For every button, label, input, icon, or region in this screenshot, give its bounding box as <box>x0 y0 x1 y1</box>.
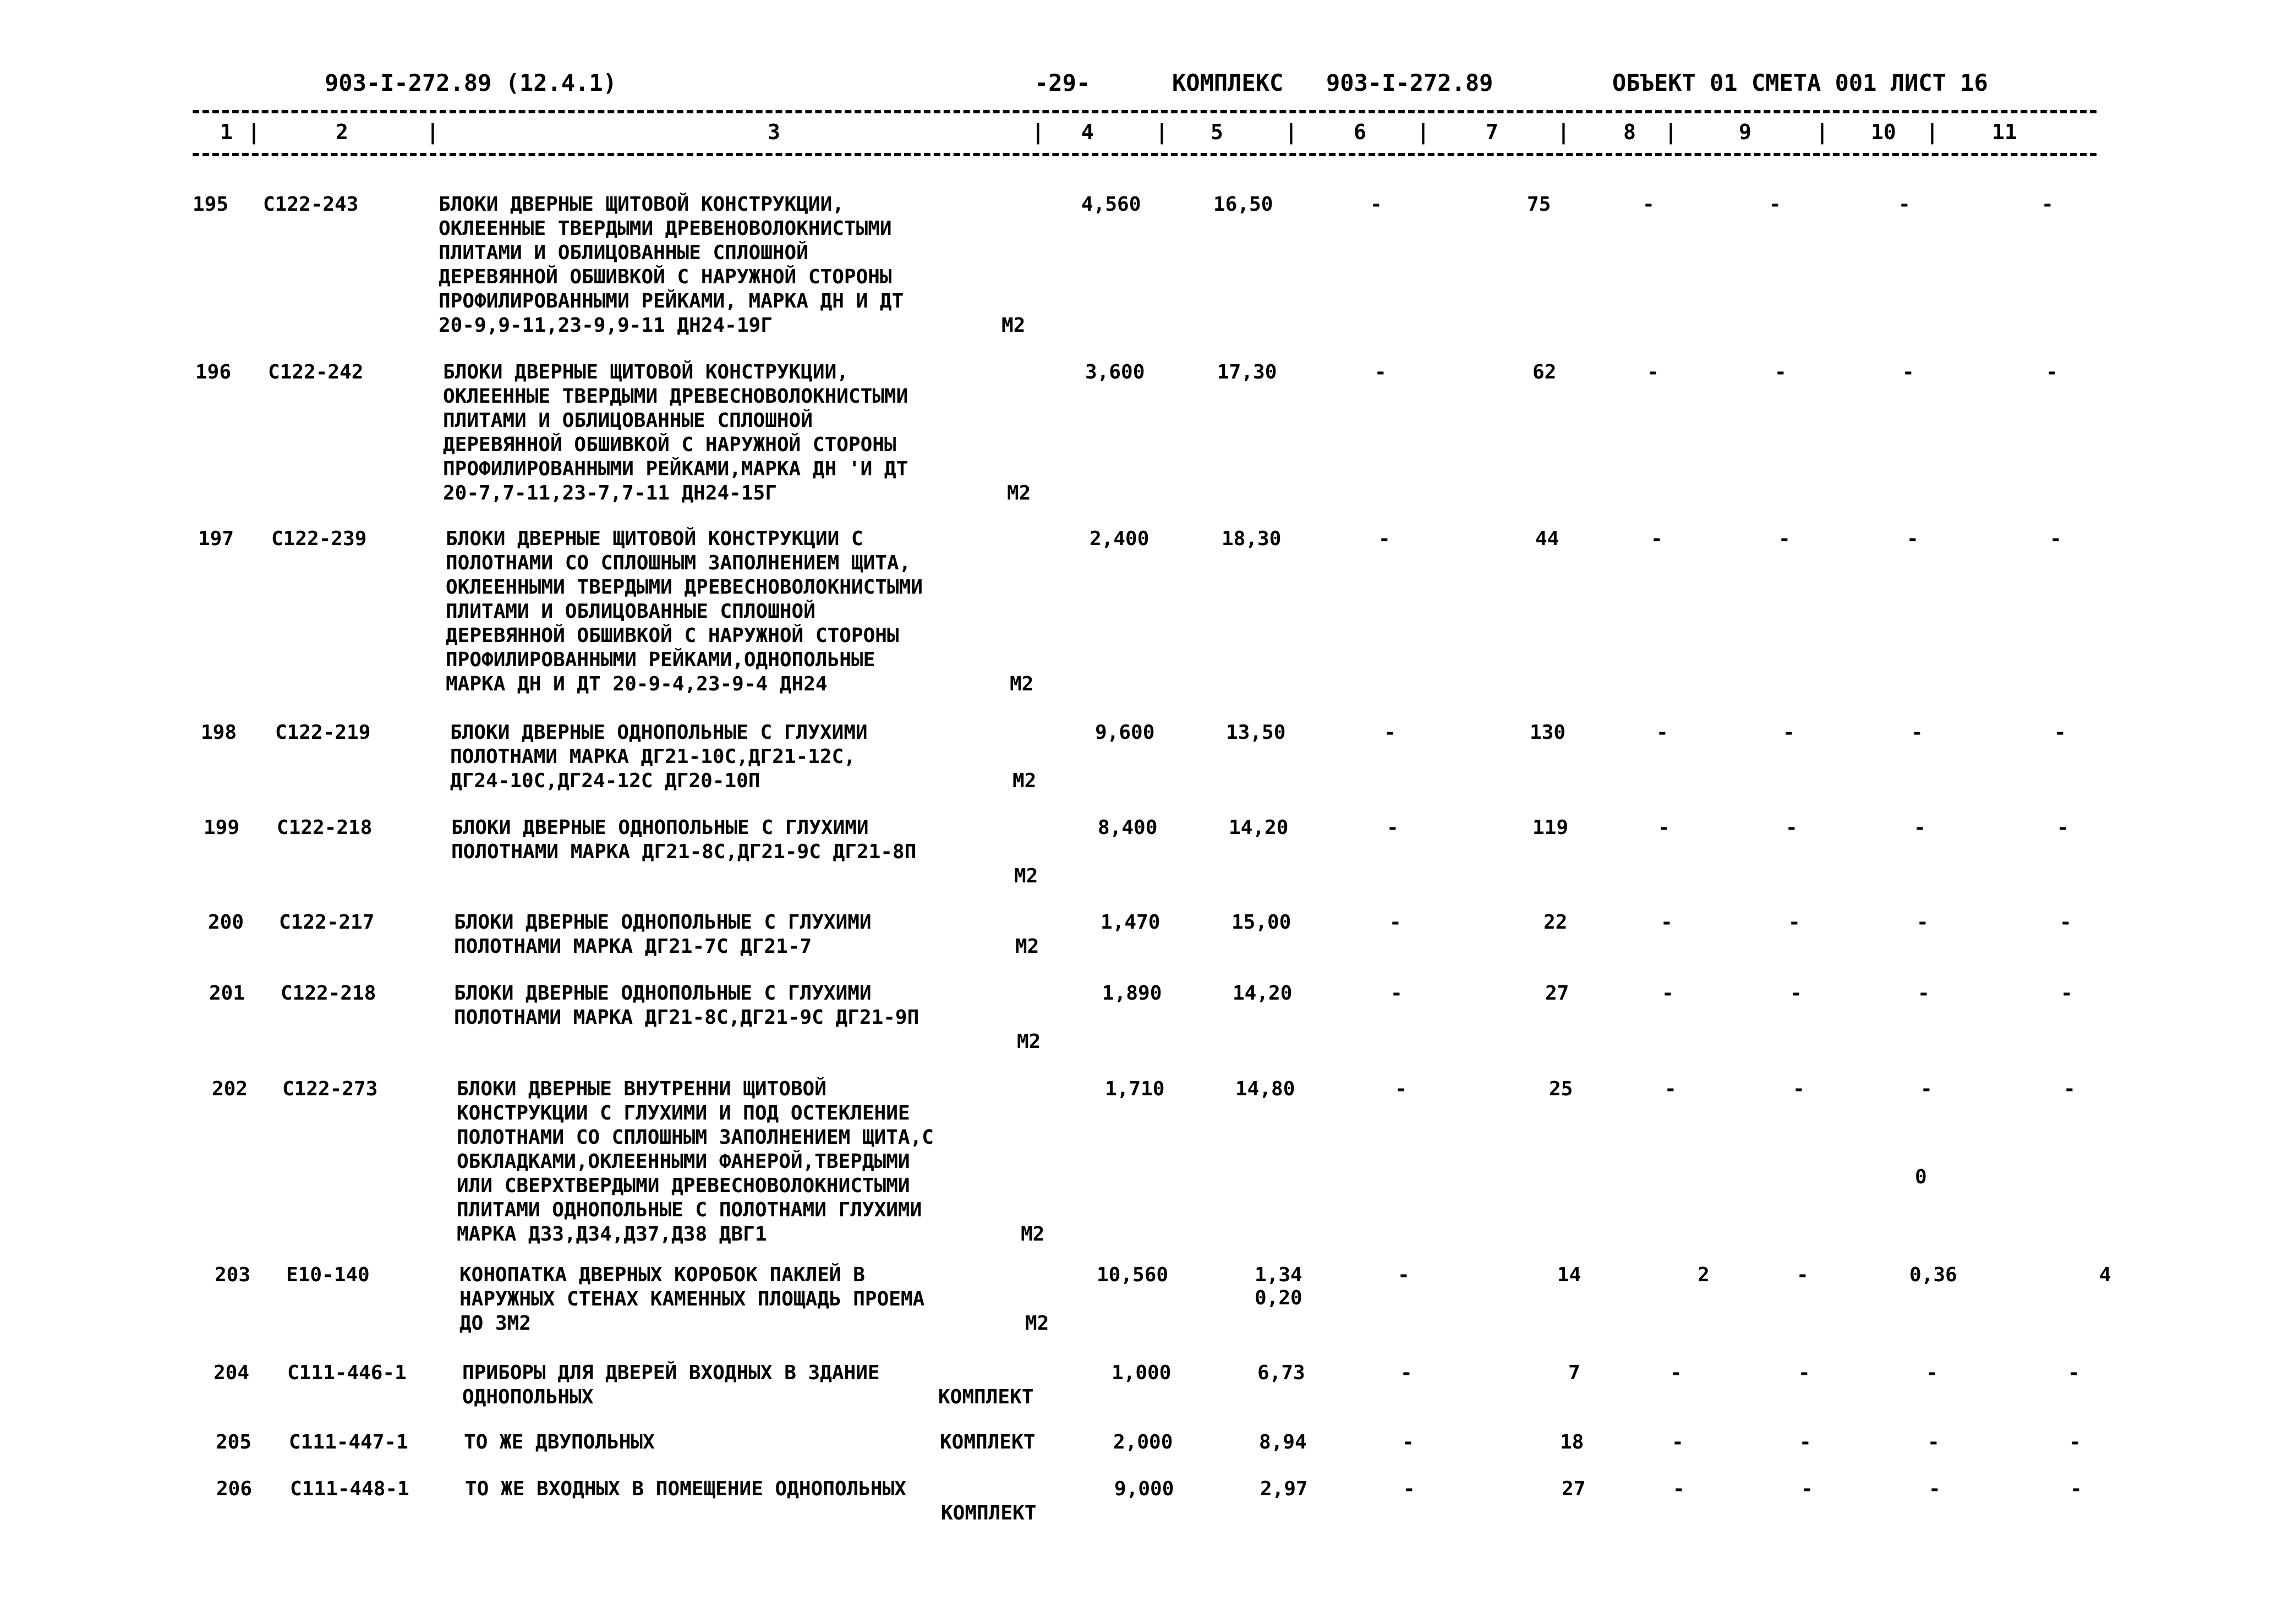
table-row <box>0 910 2288 960</box>
rate-code: С111-447-1 <box>289 1431 408 1453</box>
unit-cost: 14,80 <box>1235 1078 1295 1100</box>
col-8-value: - <box>1670 1362 1682 1384</box>
col-6-value: - <box>1389 911 1402 934</box>
row-number: 196 <box>195 361 232 383</box>
col-6-value: - <box>1387 816 1399 839</box>
unit: М2 <box>1025 1312 1049 1335</box>
unit: М2 <box>1015 935 1039 958</box>
col-11-value: - <box>2060 911 2072 934</box>
col-sep: | <box>1417 120 1430 144</box>
work-description: БЛОКИ ДВЕРНЫЕ ОДНОПОЛЬНЫЕ С ГЛУХИМИ ПОЛОТНАМИ МАРКА ДГ21-7С ДГ21-7 <box>454 911 872 958</box>
col-10-value: - <box>1920 1078 1933 1100</box>
total-cost: 22 <box>1543 911 1568 934</box>
row-number: 197 <box>198 528 234 550</box>
table-row <box>0 1430 2288 1463</box>
rate-code: С122-242 <box>268 361 364 383</box>
quantity: 2,000 <box>1113 1431 1173 1453</box>
quantity: 9,600 <box>1095 721 1155 744</box>
unit-cost: 13,50 <box>1226 721 1286 744</box>
col-9-value: - <box>1778 528 1791 550</box>
table-row <box>0 981 2288 1053</box>
quantity: 1,000 <box>1112 1362 1172 1384</box>
rate-code: С122-273 <box>282 1078 378 1100</box>
col-9-value: - <box>1769 193 1781 216</box>
col-num-8: 8 <box>1623 120 1636 144</box>
rate-code: С122-239 <box>271 528 367 550</box>
col-10-value: - <box>1898 193 1911 216</box>
rate-code: С122-218 <box>281 982 376 1005</box>
col-6-value: - <box>1370 193 1382 216</box>
work-description: БЛОКИ ДВЕРНЫЕ ОДНОПОЛЬНЫЕ С ГЛУХИМИ ПОЛОТНАМИ МАРКА ДГ21-8С,ДГ21-9С ДГ21-8П <box>451 816 917 863</box>
col-10-value: - <box>1902 361 1914 383</box>
unit-cost: 1,34 <box>1255 1264 1302 1286</box>
quantity: 3,600 <box>1085 361 1145 383</box>
table-row <box>0 816 2288 887</box>
col-num-3: 3 <box>768 120 780 144</box>
page-header <box>187 69 2113 106</box>
total-cost: 27 <box>1562 1478 1586 1500</box>
unit: КОМПЛЕКТ <box>938 1386 1034 1408</box>
col-9-value: - <box>1798 1362 1810 1384</box>
total-cost: 25 <box>1549 1078 1573 1100</box>
row-number: 195 <box>193 193 229 216</box>
col-11-value: - <box>2046 361 2058 383</box>
total-cost: 119 <box>1532 816 1569 839</box>
col-10-value: - <box>1907 528 1919 550</box>
col-6-value: - <box>1384 721 1396 744</box>
quantity: 1,470 <box>1101 911 1161 934</box>
col-9-value: - <box>1786 816 1798 839</box>
work-description: КОНОПАТКА ДВЕРНЫХ КОРОБОК ПАКЛЕЙ В НАРУЖНЫХ СТЕНАХ КАМЕННЫХ ПЛОЩАДЬ ПРОЕМА ДО 3М2 <box>459 1264 925 1335</box>
total-cost: 44 <box>1535 528 1559 550</box>
rate-code: С122-218 <box>277 816 373 839</box>
row-number: 201 <box>209 982 245 1005</box>
col-num-5: 5 <box>1211 120 1223 144</box>
col-sep: | <box>1285 120 1298 144</box>
unit: М2 <box>1007 482 1031 504</box>
table-row <box>0 1263 2288 1346</box>
row-number: 203 <box>215 1264 251 1286</box>
unit-cost: 14,20 <box>1229 816 1289 839</box>
col-6-value: - <box>1403 1478 1415 1500</box>
work-description: ПРИБОРЫ ДЛЯ ДВЕРЕЙ ВХОДНЫХ В ЗДАНИЕ ОДНОПОЛЬНЫХ <box>462 1362 880 1408</box>
col-10-value: - <box>1929 1478 1941 1500</box>
col-8-value: - <box>1647 361 1659 383</box>
unit-cost: 6,73 <box>1257 1362 1305 1384</box>
rate-code: С122-243 <box>263 193 359 216</box>
col-10-value: - <box>1914 816 1926 839</box>
col-6-value: - <box>1391 982 1403 1005</box>
unit-cost: 18,30 <box>1222 528 1282 550</box>
table-row <box>0 1477 2288 1532</box>
col-sep: | <box>1032 120 1044 144</box>
table-row <box>0 1361 2288 1416</box>
work-description: ТО ЖЕ ДВУПОЛЬНЫХ <box>464 1431 655 1453</box>
unit: М2 <box>1021 1223 1045 1246</box>
work-description: БЛОКИ ДВЕРНЫЕ ОДНОПОЛЬНЫЕ С ГЛУХИМИ ПОЛОТНАМИ МАРКА ДГ21-8С,ДГ21-9С ДГ21-9П <box>454 982 919 1029</box>
col-num-6: 6 <box>1354 120 1366 144</box>
work-description: БЛОКИ ДВЕРНЫЕ ВНУТРЕННИ ЩИТОВОЙ КОНСТРУКЦИИ С ГЛУХИМИ И ПОД ОСТЕКЛЕНИЕ ПОЛОТНАМИ СО СПЛОШНЫМ ЗАПОЛНЕНИЕМ ЩИТА,С ОБКЛАДКАМИ,ОКЛЕЕННЫМИ ФАНЕРОЙ,ТВЕРДЫМИ ИЛИ СВЕРХТВЕРДЫМИ ДРЕВЕСНОВОЛОКНИСТЫМИ ПЛИТАМИ ОДНОПОЛЬНЫЕ С ПОЛОТНАМИ ГЛУХИМИ МАРКА Д33,Д34,Д37,Д38 ДВГ1 <box>457 1078 934 1246</box>
unit-cost: 15,00 <box>1231 911 1291 934</box>
col-11-value: - <box>2057 816 2069 839</box>
col-6-value: - <box>1395 1078 1407 1100</box>
unit-cost-secondary: 0,20 <box>1255 1287 1302 1309</box>
col-sep: | <box>1926 120 1939 144</box>
col-6-value: - <box>1400 1362 1413 1384</box>
work-description: БЛОКИ ДВЕРНЫЕ ЩИТОВОЙ КОНСТРУКЦИИ, ОКЛЕЕННЫЕ ТВЕРДЫМИ ДРЕВЕНОВОЛОКНИСТЫМИ ПЛИТАМИ И ОБЛИЦОВАННЫЕ СПЛОШНОЙ ДЕРЕВЯННОЙ ОБШИВКОЙ С НАРУЖНОЙ СТОРОНЫ ПРОФИЛИРОВАННЫМИ РЕЙКАМИ, МАРКА ДН И ДТ 20-9,9-11,23-9,9-11 ДН24-19Г <box>439 193 904 337</box>
row-number: 206 <box>216 1478 253 1500</box>
col-8-value: - <box>1658 816 1670 839</box>
col-8-value: - <box>1672 1431 1684 1453</box>
col-num-2: 2 <box>336 120 348 144</box>
quantity: 8,400 <box>1098 816 1158 839</box>
col-8-value: 2 <box>1698 1264 1710 1286</box>
col-10-value: - <box>1928 1431 1940 1453</box>
col-11-value: - <box>2054 721 2066 744</box>
col-8-value: - <box>1656 721 1668 744</box>
col-10-extra-value: 0 <box>1915 1166 1927 1188</box>
object-info: ОБЪЕКТ 01 СМЕТА 001 ЛИСТ 16 <box>1612 69 1988 96</box>
col-11-value: 4 <box>2099 1264 2111 1286</box>
header-rule-top <box>193 110 2097 113</box>
col-8-value: - <box>1662 982 1674 1005</box>
col-9-value: - <box>1799 1431 1811 1453</box>
rate-code: С111-448-1 <box>290 1478 409 1500</box>
unit: М2 <box>1001 314 1026 337</box>
col-9-value: - <box>1797 1264 1809 1286</box>
table-row <box>0 360 2288 514</box>
quantity: 4,560 <box>1081 193 1141 216</box>
quantity: 2,400 <box>1090 528 1150 550</box>
col-10-value: - <box>1918 982 1930 1005</box>
col-num-9: 9 <box>1739 120 1751 144</box>
work-description: ТО ЖЕ ВХОДНЫХ В ПОМЕЩЕНИЕ ОДНОПОЛЬНЫХ <box>465 1478 906 1500</box>
row-number: 205 <box>216 1431 252 1453</box>
col-8-value: - <box>1651 528 1663 550</box>
col-11-value: - <box>2070 1478 2082 1500</box>
col-sep: | <box>1557 120 1570 144</box>
col-num-11: 11 <box>1992 120 2017 144</box>
col-sep: | <box>248 120 260 144</box>
unit-cost: 14,20 <box>1233 982 1293 1005</box>
table-row <box>0 193 2288 347</box>
col-num-10: 10 <box>1871 120 1896 144</box>
col-8-value: - <box>1673 1478 1685 1500</box>
row-number: 198 <box>201 721 237 744</box>
work-description: БЛОКИ ДВЕРНЫЕ ОДНОПОЛЬНЫЕ С ГЛУХИМИ ПОЛОТНАМИ МАРКА ДГ21-10С,ДГ21-12С, ДГ24-10С,ДГ24-12С ДГ20-10П <box>450 721 868 792</box>
col-10-value: - <box>1926 1362 1938 1384</box>
col-num-7: 7 <box>1486 120 1498 144</box>
total-cost: 130 <box>1530 721 1566 744</box>
rate-code: С122-219 <box>275 721 371 744</box>
unit: КОМПЛЕКТ <box>941 1502 1037 1524</box>
total-cost: 62 <box>1532 361 1557 383</box>
col-6-value: - <box>1398 1264 1410 1286</box>
quantity: 9,000 <box>1114 1478 1174 1500</box>
col-9-value: - <box>1790 982 1802 1005</box>
unit: М2 <box>1017 1030 1041 1053</box>
table-row <box>0 721 2288 803</box>
unit: КОМПЛЕКТ <box>940 1431 1036 1453</box>
total-cost: 14 <box>1557 1264 1581 1286</box>
page-number: -29- <box>1034 69 1091 96</box>
col-9-value: - <box>1783 721 1795 744</box>
rate-code: С111-446-1 <box>287 1362 407 1384</box>
unit-cost: 8,94 <box>1259 1431 1307 1453</box>
quantity: 1,890 <box>1102 982 1162 1005</box>
col-sep: | <box>1816 120 1829 144</box>
row-number: 199 <box>204 816 240 839</box>
col-8-value: - <box>1665 1078 1677 1100</box>
col-8-value: - <box>1661 911 1673 934</box>
total-cost: 7 <box>1568 1362 1580 1384</box>
column-number-row <box>0 120 2288 153</box>
unit: М2 <box>1014 865 1038 887</box>
col-10-value: - <box>1917 911 1929 934</box>
unit: М2 <box>1012 770 1037 792</box>
unit: М2 <box>1010 673 1034 695</box>
row-number: 204 <box>214 1362 250 1384</box>
col-9-value: - <box>1788 911 1800 934</box>
col-num-1: 1 <box>220 120 233 144</box>
col-sep: | <box>1156 120 1168 144</box>
col-sep: | <box>426 120 439 144</box>
col-6-value: - <box>1402 1431 1414 1453</box>
total-cost: 75 <box>1527 193 1551 216</box>
col-9-value: - <box>1801 1478 1813 1500</box>
unit-cost: 17,30 <box>1217 361 1277 383</box>
col-11-value: - <box>2050 528 2062 550</box>
col-11-value: - <box>2063 1078 2076 1100</box>
col-11-value: - <box>2068 1362 2080 1384</box>
col-6-value: - <box>1375 361 1387 383</box>
col-10-value: 0,36 <box>1909 1264 1957 1286</box>
quantity: 10,560 <box>1097 1264 1169 1286</box>
total-cost: 18 <box>1560 1431 1584 1453</box>
rate-code: Е10-140 <box>286 1264 370 1286</box>
quantity: 1,710 <box>1105 1078 1165 1100</box>
col-11-value: - <box>2069 1431 2081 1453</box>
work-description: БЛОКИ ДВЕРНЫЕ ЩИТОВОЙ КОНСТРУКЦИИ, ОКЛЕЕННЫЕ ТВЕРДЫМИ ДРЕВЕСНОВОЛОКНИСТЫМИ ПЛИТАМИ И ОБЛИЦОВАННЫЕ СПЛОШНОЙ ДЕРЕВЯННОЙ ОБШИВКОЙ С НАРУЖНОЙ СТОРОНЫ ПРОФИЛИРОВАННЫМИ РЕЙКАМИ,МАРКА ДН 'И ДТ 20-7,7-11,23-7,7-11 ДН24-15Г <box>443 361 908 504</box>
col-9-value: - <box>1775 361 1787 383</box>
table-row <box>0 527 2288 709</box>
table-row <box>0 1077 2288 1253</box>
header-rule-bottom <box>193 153 2097 156</box>
unit-cost: 16,50 <box>1213 193 1273 216</box>
col-6-value: - <box>1378 528 1391 550</box>
work-description: БЛОКИ ДВЕРНЫЕ ЩИТОВОЙ КОНСТРУКЦИИ С ПОЛОТНАМИ СО СПЛОШНЫМ ЗАПОЛНЕНИЕМ ЩИТА, ОКЛЕЕННЫМИ ТВЕРДЫМИ ДРЕВЕСНОВОЛОКНИСТЫМИ ПЛИТАМИ И ОБЛИЦОВАННЫЕ СПЛОШНОЙ ДЕРЕВЯННОЙ ОБШИВКОЙ С НАРУЖНОЙ СТОРОНЫ ПРОФИЛИРОВАННЫМИ РЕЙКАМИ,ОДНОПОЛЬНЫЕ МАРКА ДН И ДТ 20-9-4,23-9-4 ДН24 <box>446 528 923 695</box>
col-10-value: - <box>1911 721 1923 744</box>
unit-cost: 2,97 <box>1260 1478 1308 1500</box>
col-11-value: - <box>2061 982 2073 1005</box>
project-code: 903-I-272.89 (12.4.1) <box>325 69 617 96</box>
rate-code: С122-217 <box>279 911 375 934</box>
complex-label: КОМПЛЕКС <box>1172 69 1284 96</box>
col-num-4: 4 <box>1081 120 1094 144</box>
col-11-value: - <box>2041 193 2054 216</box>
row-number: 200 <box>208 911 244 934</box>
col-sep: | <box>1665 120 1677 144</box>
col-9-value: - <box>1793 1078 1805 1100</box>
row-number: 202 <box>212 1078 248 1100</box>
complex-code: 903-I-272.89 <box>1326 69 1493 96</box>
col-8-value: - <box>1643 193 1655 216</box>
total-cost: 27 <box>1545 982 1569 1005</box>
